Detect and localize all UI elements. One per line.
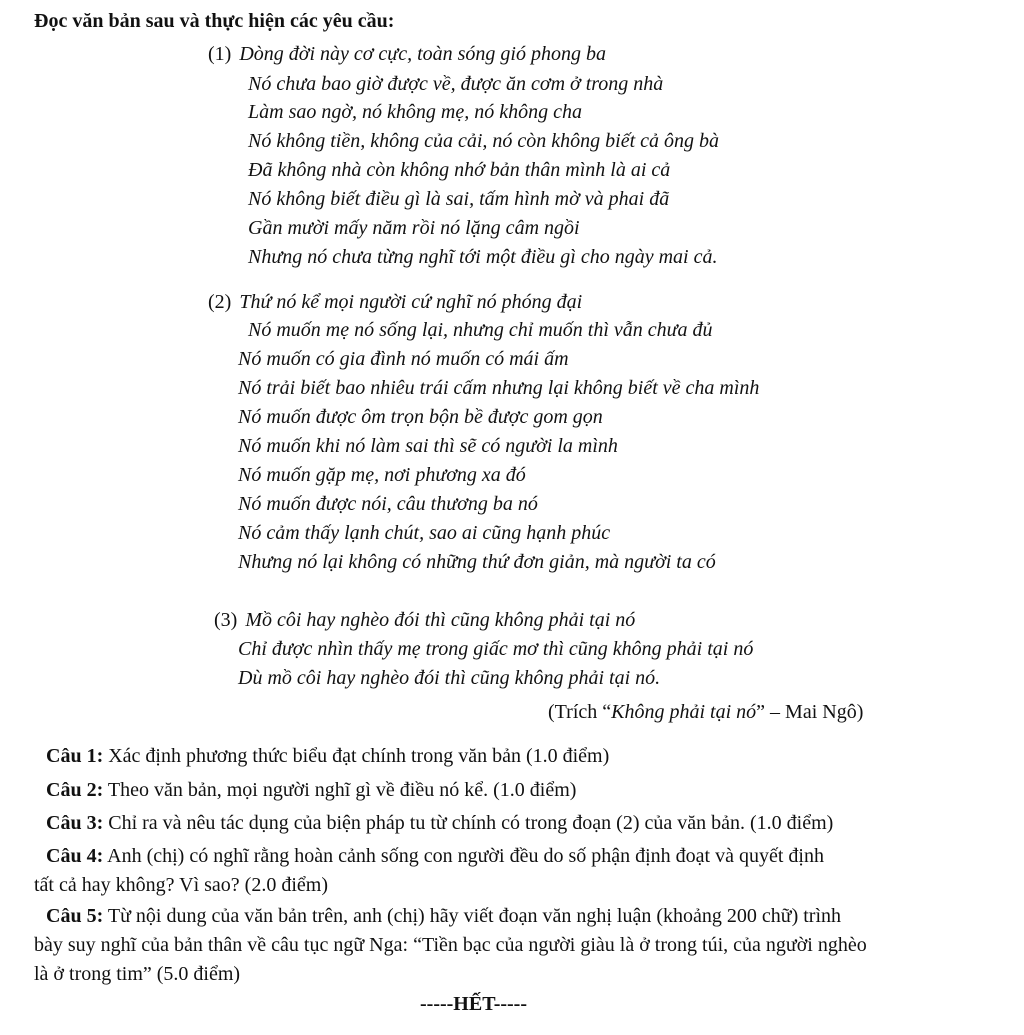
stanza-1-line-8: Nhưng nó chưa từng nghĩ tới một điều gì cho ngày mai cả. (248, 246, 718, 268)
stanza-1-line-7: Gần mười mấy năm rồi nó lặng câm ngồi (248, 217, 580, 239)
question-5-continuation: bày suy nghĩ của bản thân về câu tục ngữ Nga: “Tiền bạc của người giàu là ở trong túi, của người nghèo (34, 934, 867, 956)
question-1: Câu 1: Xác định phương thức biểu đạt chính trong văn bản (1.0 điểm) (46, 745, 610, 767)
stanza-2-number: (2) (208, 291, 232, 313)
stanza-2-line-8: Nó muốn được nói, câu thương ba nó (238, 493, 538, 515)
question-2: Câu 2: Theo văn bản, mọi người nghĩ gì về điều nó kể. (1.0 điểm) (46, 779, 577, 801)
stanza-3-number: (3) (214, 609, 238, 631)
stanza-2-line-5: Nó muốn được ôm trọn bộn bề được gom gọn (238, 406, 603, 428)
question-2-label: Câu 2: (46, 779, 104, 801)
stanza-2-line-7: Nó muốn gặp mẹ, nơi phương xa đó (238, 464, 526, 486)
stanza-1-line-4: Nó không tiền, không của cải, nó còn không biết cả ông bà (248, 130, 720, 152)
question-3: Câu 3: Chỉ ra và nêu tác dụng của biện pháp tu từ chính có trong đoạn (2) của văn bản. (1.0 điểm) (46, 812, 834, 834)
question-1-label: Câu 1: (46, 745, 104, 767)
stanza-1-line-5: Đã không nhà còn không nhớ bản thân mình là ai cả (248, 159, 671, 181)
instruction-heading: Đọc văn bản sau và thực hiện các yêu cầu: (34, 10, 395, 32)
stanza-2-line-6: Nó muốn khi nó làm sai thì sẽ có người la mình (238, 435, 618, 457)
question-3-label: Câu 3: (46, 812, 104, 834)
stanza-2-line-1: (2) Thứ nó kể mọi người cứ nghĩ nó phóng đại (208, 291, 583, 313)
question-5: Câu 5: Từ nội dung của văn bản trên, anh (chị) hãy viết đoạn văn nghị luận (khoảng 200 chữ) trình (46, 905, 842, 927)
stanza-2-line-10: Nhưng nó lại không có những thứ đơn giản, mà người ta có (238, 551, 716, 573)
stanza-3-line-3: Dù mồ côi hay nghèo đói thì cũng không phải tại nó. (238, 667, 661, 689)
end-mark: -----HẾT----- (420, 993, 528, 1015)
stanza-1-line-6: Nó không biết điều gì là sai, tấm hình mờ và phai đã (248, 188, 670, 210)
question-5-label: Câu 5: (46, 905, 104, 927)
stanza-1-line-2: Nó chưa bao giờ được về, được ăn cơm ở trong nhà (248, 73, 664, 95)
question-5-continuation-2: là ở trong tim” (5.0 điểm) (34, 963, 241, 985)
question-4-continuation: tất cả hay không? Vì sao? (2.0 điểm) (34, 874, 328, 896)
stanza-1-line-1: (1) Dòng đời này cơ cực, toàn sóng gió phong ba (208, 43, 606, 65)
stanza-3-line-1: (3) Mồ côi hay nghèo đói thì cũng không phải tại nó (214, 609, 636, 631)
stanza-2-line-3: Nó muốn có gia đình nó muốn có mái ấm (238, 348, 569, 370)
stanza-1-number: (1) (208, 43, 232, 65)
stanza-1-line-3: Làm sao ngờ, nó không mẹ, nó không cha (248, 101, 582, 123)
question-4-label: Câu 4: (46, 845, 104, 867)
question-4: Câu 4: Anh (chị) có nghĩ rằng hoàn cảnh sống con người đều do số phận định đoạt và quyết định (46, 845, 824, 867)
stanza-2-line-4: Nó trải biết bao nhiêu trái cấm nhưng lại không biết về cha mình (238, 377, 760, 399)
source-citation: (Trích “Không phải tại nó” – Mai Ngô) (548, 701, 864, 723)
stanza-2-line-2: Nó muốn mẹ nó sống lại, nhưng chỉ muốn thì vẫn chưa đủ (248, 319, 713, 341)
source-title: Không phải tại nó (611, 701, 757, 723)
stanza-2-line-9: Nó cảm thấy lạnh chút, sao ai cũng hạnh phúc (238, 522, 611, 544)
stanza-3-line-2: Chỉ được nhìn thấy mẹ trong giấc mơ thì cũng không phải tại nó (238, 638, 754, 660)
